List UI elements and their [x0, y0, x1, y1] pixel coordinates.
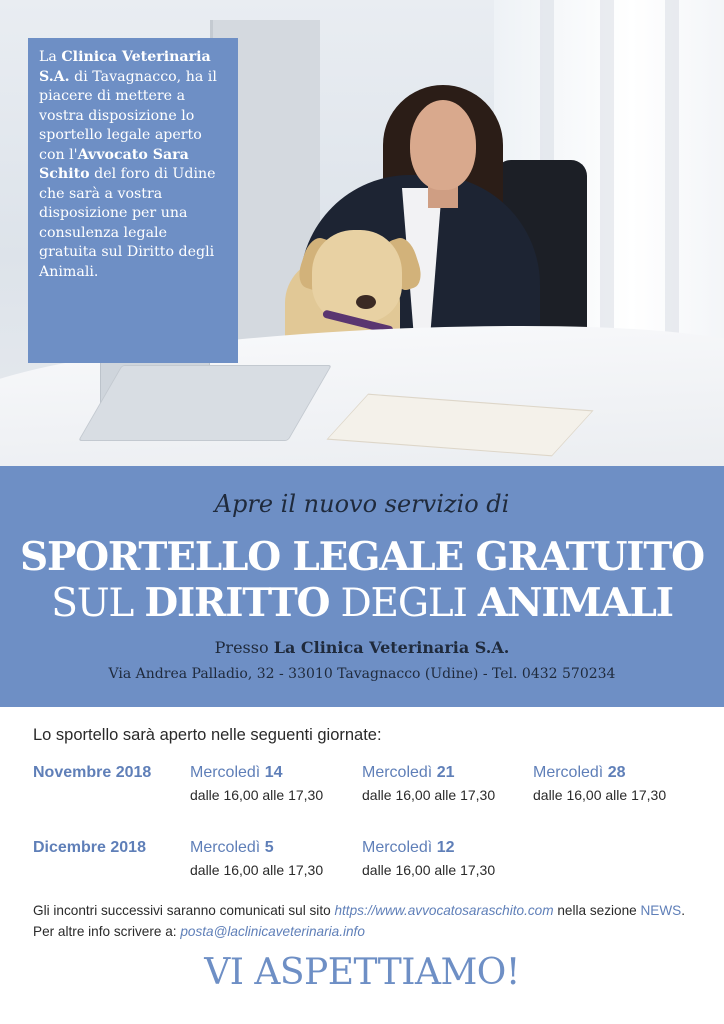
slot-day: [533, 764, 666, 782]
slot-weekday: Mercoledì: [362, 764, 437, 781]
intro-text: La: [39, 49, 62, 65]
slot-day: [362, 764, 495, 782]
slot-hours: dalle 16,00 alle 17,30: [533, 787, 667, 803]
announcement-band: [0, 466, 724, 707]
headline-animali: ANIMALI: [477, 580, 673, 626]
laptop: [78, 365, 332, 441]
slot-hours: dalle 16,00 alle 17,30: [190, 787, 324, 803]
intro-text: di Tavagnacco, ha il piacere di mettere a vostra disposizione lo sportello legale aperto con l': [39, 68, 217, 163]
intro-text: del foro di Udine che sarà a vostra disposizione per una consulenza legale gratuita sul Diritto degli Animali.: [39, 166, 216, 280]
headline-line2: [0, 580, 724, 626]
dog-nose: [356, 295, 376, 309]
intro-box: [28, 38, 238, 363]
schedule-intro: Lo sportello sarà aperto nelle seguenti giornate:: [33, 726, 382, 744]
schedule-slot: [362, 839, 495, 878]
schedule-slot: [533, 764, 666, 803]
slot-day: [190, 764, 323, 782]
schedule-slot: [362, 764, 495, 803]
presso-line: [0, 638, 724, 657]
footer-note: [33, 900, 698, 942]
slot-weekday: Mercoledì: [190, 764, 265, 781]
lawyer-face: [410, 100, 476, 190]
slot-day: [362, 839, 495, 857]
slot-weekday: Mercoledì: [190, 839, 265, 856]
schedule-slot: [190, 839, 323, 878]
headline-degli: DEGLI: [329, 581, 478, 626]
news-link[interactable]: NEWS: [640, 903, 682, 918]
band-subtitle: Apre il nuovo servizio di: [214, 490, 510, 518]
headline-line1: SPORTELLO LEGALE GRATUITO: [20, 534, 704, 580]
slot-weekday: Mercoledì: [533, 764, 608, 781]
footer-text: . Per altre info scrivere a:: [33, 903, 686, 939]
footer-text: nella sezione: [553, 903, 641, 918]
email-link[interactable]: posta@laclinicaveterinaria.info: [180, 924, 365, 939]
slot-date: 5: [264, 839, 274, 856]
slot-weekday: Mercoledì: [362, 839, 437, 856]
clinic-name: Clinica Veterinaria S.A.: [39, 49, 211, 85]
dog-head: [312, 230, 402, 322]
slot-hours: dalle 16,00 alle 17,30: [190, 862, 324, 878]
website-link[interactable]: https://www.avvocatosaraschito.com: [334, 903, 554, 918]
month-label: Novembre 2018: [33, 764, 152, 781]
month-label: Dicembre 2018: [33, 839, 146, 856]
presso-clinic: La Clinica Veterinaria S.A.: [273, 638, 510, 657]
slot-date: 28: [607, 764, 626, 781]
presso-prefix: Presso: [214, 638, 274, 657]
schedule-slot: [190, 764, 323, 803]
slot-hours: dalle 16,00 alle 17,30: [362, 862, 496, 878]
slot-day: [190, 839, 323, 857]
headline-sul: SUL: [51, 581, 145, 626]
slot-date: 21: [436, 764, 455, 781]
closing-title: VI ASPETTIAMO!: [204, 952, 520, 993]
headline-diritto: DIRITTO: [144, 580, 330, 626]
slot-date: 12: [436, 839, 455, 856]
lawyer-name: Avvocato Sara Schito: [39, 146, 189, 182]
footer-text: Gli incontri successivi saranno comunicati sul sito: [33, 903, 335, 918]
slot-hours: dalle 16,00 alle 17,30: [362, 787, 496, 803]
hero-photo: [0, 0, 724, 466]
slot-date: 14: [264, 764, 283, 781]
clinic-address: Via Andrea Palladio, 32 - 33010 Tavagnacco (Udine) - Tel. 0432 570234: [108, 666, 616, 682]
